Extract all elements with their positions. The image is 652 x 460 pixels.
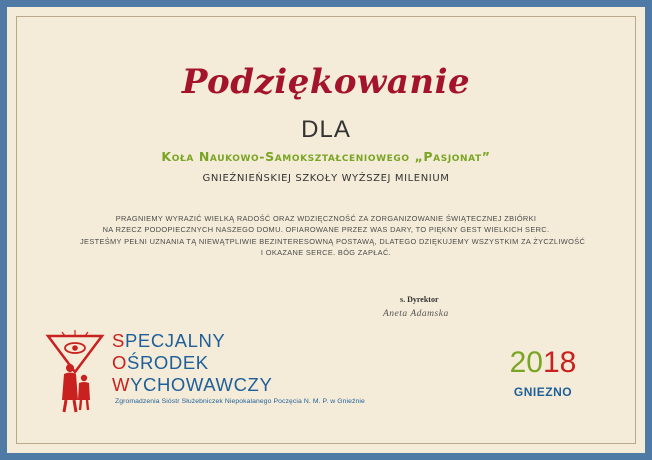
institution-word: ŚRODEK: [127, 352, 209, 373]
institution-subtitle: Zgromadzenia Sióstr Służebniczek Niepokalanego Poczęcia N. M. P. w Gnieźnie: [115, 398, 365, 405]
dla-label: DLA: [301, 116, 351, 143]
thank-you-message: [80, 213, 586, 258]
signer-title: s. Dyrektor: [400, 295, 439, 304]
institution-word: YCHOWAWCZY: [130, 374, 273, 395]
institution-line: [112, 374, 272, 396]
message-line: I OKAZANE SERCE. BÓG ZAPŁAĆ.: [260, 247, 392, 257]
message-line: PRAGNIEMY WYRAZIĆ WIELKĄ RADOŚĆ ORAZ WDZIĘCZNOŚĆ ZA ZORGANIZOWANIE ŚWIĄTECZNEJ ZBIÓRKI: [115, 214, 537, 223]
institution-line: [112, 352, 272, 374]
certificate-title: Podziękowanie: [181, 62, 471, 102]
institution-line: [112, 330, 272, 352]
city: GNIEZNO: [513, 385, 573, 399]
institution-initial: S: [112, 330, 125, 351]
institution-initial: O: [112, 352, 127, 373]
eye-of-providence-with-figures-icon: [44, 328, 106, 413]
recipient-name: Koła Naukowo-Samokształceniowego „Pasjonat”: [161, 149, 491, 164]
year: [497, 346, 589, 380]
institution-name: [112, 330, 272, 396]
institution-initial: W: [112, 374, 131, 395]
signature: Aneta Adamska: [383, 309, 449, 319]
message-line: JESTEŚMY PEŁNI UZNANIA TĄ NIEWĄTPLIWIE BEZINTERESOWNĄ POSTAWĄ, DLATEGO DZIĘKUJEMY WSZYSTKIM ZA ŻYCZLIWOŚĆ: [80, 236, 586, 246]
recipient-school: GNIEŹNIEŃSKIEJ SZKOŁY WYŻSZEJ MILENIUM: [202, 173, 450, 184]
year-part-green: 20: [509, 346, 543, 379]
institution-word: PECJALNY: [124, 330, 226, 351]
year-part-red: 18: [543, 346, 577, 379]
message-line: NA RZECZ PODOPIECZNYCH NASZEGO DOMU. OFIAROWANE PRZEZ WAS DARY, TO PIĘKNY GEST WIELKICH SERC.: [102, 225, 550, 235]
